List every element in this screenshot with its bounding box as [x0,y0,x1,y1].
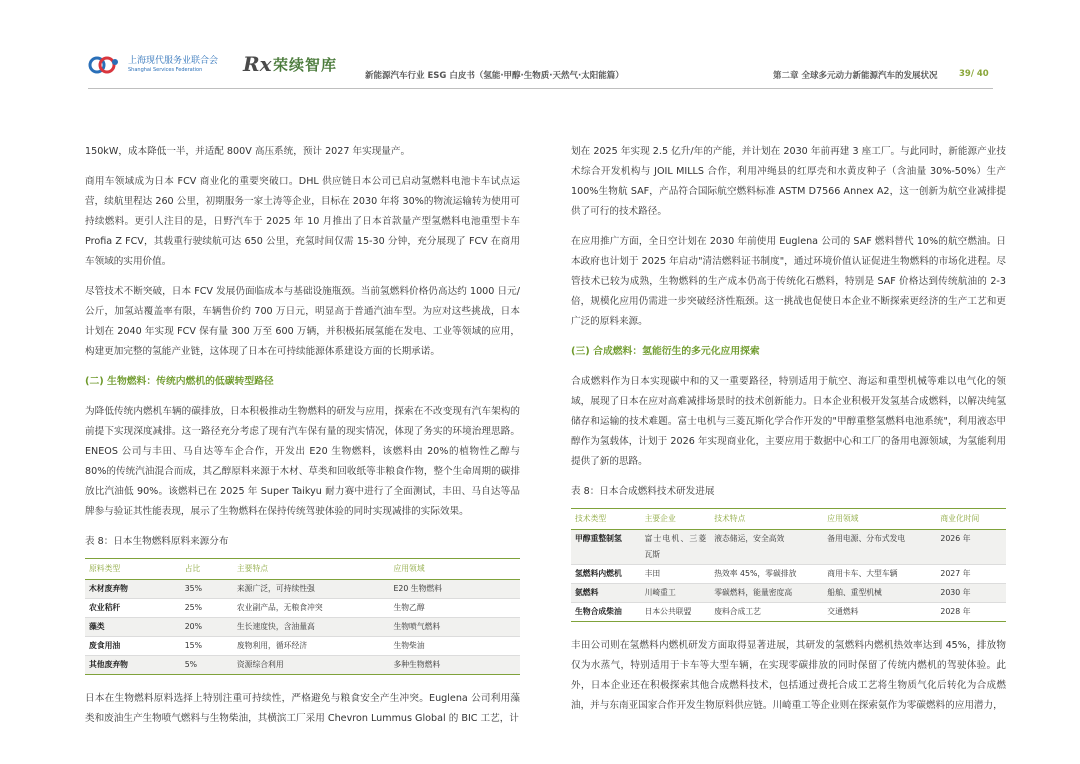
synthetic-fuel-table [571,508,1006,622]
paragraph: 合成燃料作为日本实现碳中和的又一重要路径，特别适用于航空、海运和重型机械等难以电气化的领域，展现了日本在应对高难减排场景时的技术创新能力。日本企业积极开发氢基合成燃料，以解决纯氢储存和运输的技术难题。富士电机与三菱瓦斯化学合作开发的"甲醇重整氢燃料电池系统"，利用液态甲醇作为氢载体，计划于 2026 年实现商业化，主要应用于数据中心和工厂的备用电源领域，为氢能利用提供了新的思路。 [571,376,1006,467]
table-cell: 商用卡车、大型车辆 [823,565,936,584]
table-cell: 丰田 [641,565,711,584]
page-number: 39/ 40 [959,69,989,79]
table-header: 主要特点 [233,559,390,580]
table-cell: 资源综合利用 [233,656,390,675]
table-row [571,603,1006,622]
table-header: 应用领域 [823,509,936,530]
table-cell: 废料合成工艺 [710,603,823,622]
table-cell: 20% [181,618,233,637]
table-header: 原料类型 [85,559,181,580]
table-cell: 其他废弃物 [85,656,181,675]
table-cell: 2028 年 [936,603,1006,622]
table-cell: 2026 年 [936,530,1006,565]
paragraph: 日本在生物燃料原料选择上特别注重可持续性，严格避免与粮食安全产生冲突。Euglena 公司利用藻类和废油生产生物喷气燃料与生物柴油，其横滨工厂采用 Chevron Lummus Global 的 BIC 工艺，计 [85,693,520,724]
table-row [571,530,1006,565]
table-row [571,565,1006,584]
table-cell: 25% [181,599,233,618]
biofuel-source-table [85,558,520,675]
paragraph: 为降低传统内燃机车辆的碳排放，日本积极推动生物燃料的研发与应用，探索在不改变现有汽车架构的前提下实现深度减排。这一路径充分考虑了现有汽车保有量的现实情况，体现了务实的环境治理思路。ENEOS 公司与丰田、马自达等车企合作，开发出 E20 生物燃料，该燃料由 20%的植物性乙醇与 80%的传统汽油混合而成，其乙醇原料来源于木材、草类和回收纸等非粮食作物，整个生命周期的碳排放比汽油低 90%。该燃料已在 2025 年 Super Taikyu 耐力赛中进行了全面测试，丰田、马自达等品牌参与验证其性能表现，展示了生物燃料在保持传统驾驶体验的同时实现减排的实际效果。 [85,406,520,517]
page-header [0,0,1080,100]
table-cell: 交通燃料 [823,603,936,622]
document-title: 新能源汽车行业 ESG 白皮书（氢能·甲醇·生物质·天然气·太阳能篇） [365,71,624,81]
table-header: 主要企业 [641,509,711,530]
table-row [85,580,520,599]
table-cell: 2030 年 [936,584,1006,603]
table-cell: 生物喷气燃料 [389,618,520,637]
table-header: 商业化时间 [936,509,1006,530]
table-cell: 来源广泛，可持续性强 [233,580,390,599]
table-cell: 备用电源、分布式发电 [823,530,936,565]
table-cell: 生长速度快，含油量高 [233,618,390,637]
paragraph: 在应用推广方面，全日空计划在 2030 年前使用 Euglena 公司的 SAF 燃料替代 10%的航空燃油。日本政府也计划于 2025 年启动"清洁燃料证书制度"，通过环境价值认证促进生物燃料的市场化进程。尽管技术已较为成熟，生物燃料的生产成本仍高于传统化石燃料，特别是 SAF 价格达到传统航油的 2-3 倍，规模化应用仍需进一步突破经济性瓶颈。这一挑战也促使日本企业不断探索更经济的生产工艺和更广泛的原料来源。 [571,236,1006,327]
paragraph: 尽管技术不断突破，日本 FCV 发展仍面临成本与基础设施瓶颈。当前氢燃料价格仍高达约 1000 日元/公斤，加氢站覆盖率有限，车辆售价约 700 万日元，明显高于普通汽油车型。为应对这些挑战，日本计划在 2040 年实现 FCV 保有量 300 万至 600 万辆，并积极拓展氢能在发电、工业等领域的应用，构建更加完整的氢能产业链，这体现了日本在可持续能源体系建设方面的长期承诺。 [85,286,520,357]
chapter-title: 第二章 全球多元动力新能源汽车的发展状况 [773,71,938,81]
table-cell: 农业副产品，无粮食冲突 [233,599,390,618]
table-row [85,637,520,656]
table-cell: 热效率 45%，零碳排放 [710,565,823,584]
rx-logo-mark: Rx [243,52,272,76]
table-cell: 日本公共联盟 [641,603,711,622]
table-row [571,584,1006,603]
section-heading-synthetic-fuel: (三) 合成燃料：氢能衍生的多元化应用探索 [571,346,760,357]
table-cell: 木材废弃物 [85,580,181,599]
left-column [85,142,520,739]
table-cell: E20 生物燃料 [389,580,520,599]
ssf-logo-icon [88,54,122,76]
paragraph: 划在 2025 年实现 2.5 亿升/年的产能，并计划在 2030 年前再建 3 座工厂。与此同时，新能源产业技术综合开发机构与 JOIL MILLS 合作，利用冲绳县的红厚壳和水黄皮种子（含油量 30%-50%）生产 100%生物航 SAF，产品符合国际航空燃料标准 ASTM D7566 Annex A2，这一创新为航空业减排提供了可行的技术路径。 [571,146,1006,217]
table-cell: 藻类 [85,618,181,637]
ssf-name-cn: 上海现代服务业联合会 [128,56,219,66]
table-cell: 5% [181,656,233,675]
table-cell: 废物利用，循环经济 [233,637,390,656]
table-header: 技术特点 [710,509,823,530]
table-cell: 生物乙醇 [389,599,520,618]
table-row [85,599,520,618]
table-header: 技术类型 [571,509,641,530]
ssf-name-en: Shanghai Services Federation [128,67,203,73]
table-cell: 废食用油 [85,637,181,656]
table-cell: 生物柴油 [389,637,520,656]
table-cell: 零碳燃料，能量密度高 [710,584,823,603]
table-caption: 表 8：日本合成燃料技术研发进展 [571,486,715,497]
table-cell: 氢燃料内燃机 [571,565,641,584]
table-cell: 多种生物燃料 [389,656,520,675]
paragraph: 丰田公司则在氢燃料内燃机研发方面取得显著进展，其研发的氢燃料内燃机热效率达到 45%，排放物仅为水蒸气，特别适用于卡车等大型车辆，在实现零碳排放的同时保留了传统内燃机的驾驶体验。此外，日本企业还在积极探索其他合成燃料技术，包括通过费托合成工艺将生物质气化后转化为合成燃油，并与东南亚国家合作开发生物原料供应链。川崎重工等企业则在探索氨作为零碳燃料的应用潜力， [571,640,1006,711]
table-header: 占比 [181,559,233,580]
table-cell: 35% [181,580,233,599]
table-cell: 液态储运，安全高效 [710,530,823,565]
table-caption: 表 8：日本生物燃料原料来源分布 [85,536,229,547]
table-cell: 农业秸秆 [85,599,181,618]
table-row [85,656,520,675]
table-cell: 甲醇重整制氢 [571,530,641,565]
table-header: 应用领域 [389,559,520,580]
table-row [85,618,520,637]
paragraph: 150kW，成本降低一半，并适配 800V 高压系统，预计 2027 年实现量产。 [85,146,411,157]
table-cell: 2027 年 [936,565,1006,584]
table-cell: 川崎重工 [641,584,711,603]
table-cell: 15% [181,637,233,656]
ssf-logo [88,54,218,76]
header-divider [88,88,993,89]
table-cell: 生物合成柴油 [571,603,641,622]
paragraph: 商用车领域成为日本 FCV 商业化的重要突破口。DHL 供应链日本公司已启动氢燃料电池卡车试点运营，续航里程达 260 公里，初期服务一家土涛等企业，目标在 2030 年将 30%的物流运输转为使用可持续燃料。更引人注目的是，日野汽车于 2025 年 10 月推出了日本首款量产型氢燃料电池重型卡车 Profia Z FCV，其载重行驶续航可达 650 公里，充氢时间仅需 15-30 分钟，充分展现了 FCV 在商用车领域的实用价值。 [85,176,520,267]
rongxu-name: 荣续智库 [273,55,338,74]
section-heading-biofuel: (二) 生物燃料：传统内燃机的低碳转型路径 [85,376,274,387]
table-cell: 氨燃料 [571,584,641,603]
rongxu-logo [243,52,337,76]
table-cell: 船舶、重型机械 [823,584,936,603]
right-column [571,142,1006,726]
table-cell: 富士电机、三菱瓦斯 [641,530,711,565]
